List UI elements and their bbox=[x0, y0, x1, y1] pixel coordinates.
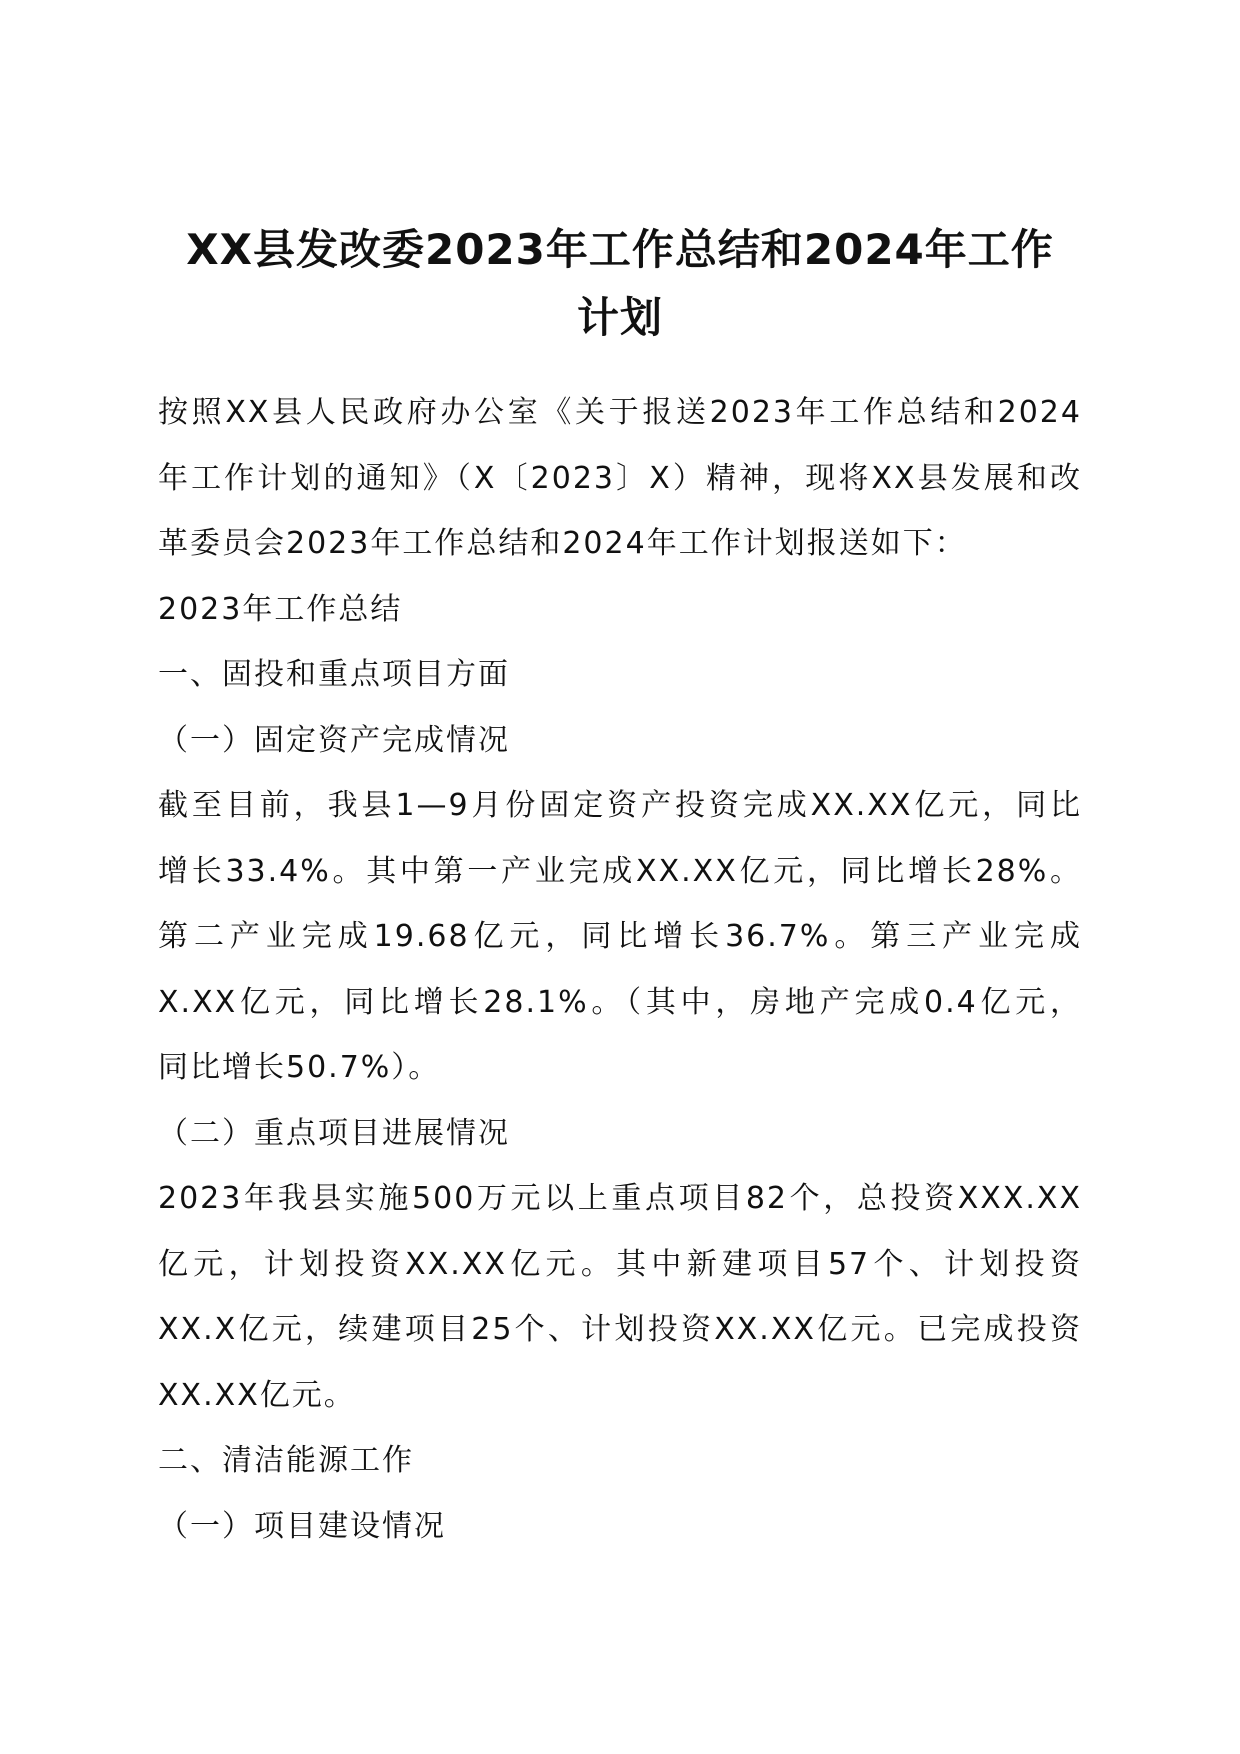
body-line: XX.X亿元，续建项目25个、计划投资XX.XX亿元。已完成投资 bbox=[158, 1312, 1082, 1347]
section-heading: 2023年工作总结 bbox=[158, 591, 403, 627]
body-line: 亿元，计划投资XX.XX亿元。其中新建项目57个、计划投资 bbox=[158, 1246, 1082, 1282]
body-line: 增长33.4%。其中第一产业完成XX.XX亿元，同比增长28%。 bbox=[158, 853, 1082, 889]
body-line: 截至目前，我县1—9月份固定资产投资完成XX.XX亿元，同比 bbox=[158, 788, 1082, 823]
body-line: XX.XX亿元。 bbox=[158, 1377, 356, 1413]
body-line: 年工作计划的通知》（X〔2023〕X）精神，现将XX县发展和改 bbox=[158, 460, 1082, 496]
subsection-heading: （一）项目建设情况 bbox=[158, 1508, 446, 1544]
subsection-heading: （一）固定资产完成情况 bbox=[158, 722, 510, 758]
body-line: 2023年我县实施500万元以上重点项目82个，总投资XXX.XX bbox=[158, 1181, 1082, 1216]
body-line: X.XX亿元，同比增长28.1%。（其中，房地产完成0.4亿元， bbox=[158, 984, 1082, 1020]
body-line: 第二产业完成19.68亿元，同比增长36.7%。第三产业完成 bbox=[158, 919, 1082, 954]
body-line: 按照XX县人民政府办公室《关于报送2023年工作总结和2024 bbox=[158, 395, 1082, 430]
section-heading: 一、固投和重点项目方面 bbox=[158, 657, 510, 692]
document-title-line-2: 计划 bbox=[576, 293, 663, 342]
body-line: 同比增长50.7%）。 bbox=[158, 1050, 441, 1085]
section-heading: 二、清洁能源工作 bbox=[158, 1443, 414, 1478]
subsection-heading: （二）重点项目进展情况 bbox=[158, 1115, 510, 1151]
body-line: 革委员会2023年工作总结和2024年工作计划报送如下： bbox=[158, 526, 967, 561]
document-title-line-1: XX县发改委2023年工作总结和2024年工作 bbox=[186, 225, 1054, 274]
document-body bbox=[158, 380, 1082, 1559]
